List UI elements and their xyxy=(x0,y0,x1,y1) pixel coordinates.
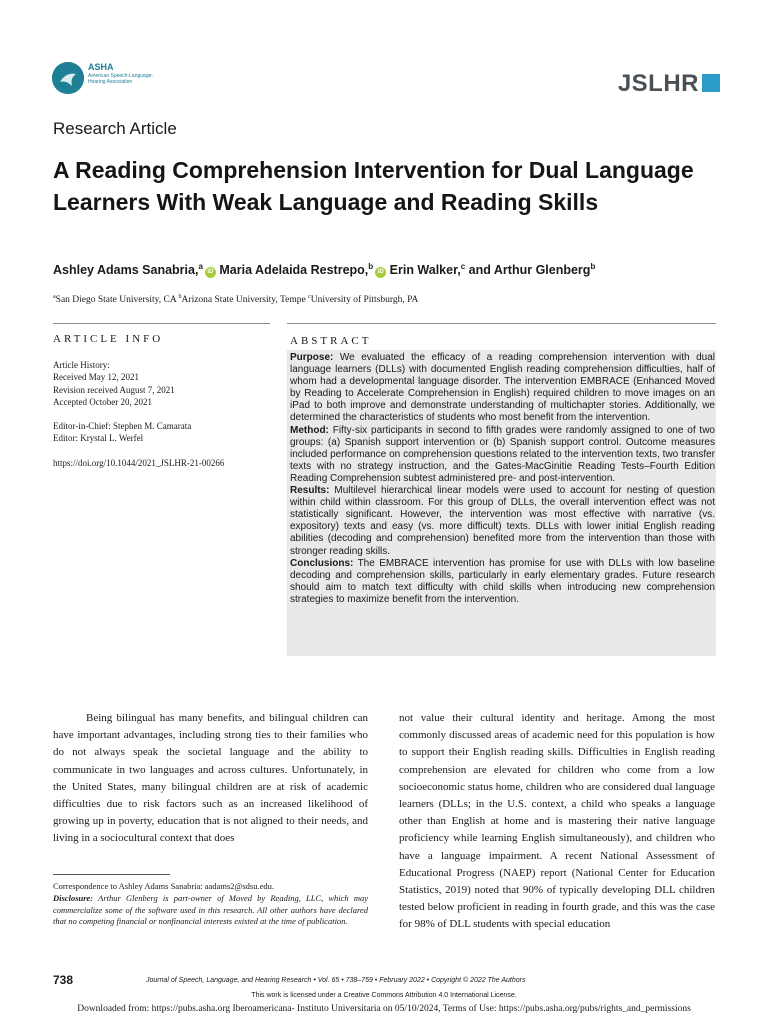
article-title: A Reading Comprehension Intervention for Dual Language Learners With Weak Language and Reading Skills xyxy=(53,157,694,215)
author-affil-sup: b xyxy=(368,262,374,271)
abstract-label: Method: xyxy=(290,424,329,436)
history-received: Received May 12, 2021 xyxy=(53,372,139,383)
author-affil-sup: c xyxy=(460,262,466,271)
body-column-right xyxy=(399,710,715,934)
abstract-body: The EMBRACE intervention has promise for use with DLLs with low baseline decoding and comprehension skills, particularly in early elementary grades. Future research should aim to match text difficulty with child skills when introducing new comprehension strategies to maximize benefit from the intervention. xyxy=(290,557,715,605)
page-number: 738 xyxy=(53,973,74,987)
editor-in-chief: Editor-in-Chief: Stephen M. Camarata xyxy=(53,421,192,432)
footnote-divider xyxy=(53,874,170,875)
body-paragraph: Being bilingual has many benefits, and bilingual children can have important advantages, including strong ties to their families who do not always speak the societal language and the ability to communicate in two languages and across cultures. Unfortunately, in the United States, many bilingual children are at risk of academic difficulties due to risk factors such as an increased likelihood of growing up in poverty, education that is not aligned to their needs, and living in a sociocultural context that does xyxy=(53,712,368,845)
orcid-icon[interactable]: iD xyxy=(205,267,216,278)
abstract-method xyxy=(290,425,715,485)
author-name: and Arthur Glenberg xyxy=(468,263,591,278)
article-info xyxy=(53,359,278,469)
abstract-body: We evaluated the efficacy of a reading comprehension intervention with dual language learners (DLLs) with documented English reading comprehension difficulties, half of whom had a developmental language disorder. The intervention EMBRACE (Enhanced Moved by Reading to Accelerate Comprehension in English) required children to move images on an iPad to both improve and demonstrate understanding of multichapter stories. Additionally, we determined the characteristics of students who most benefit from the intervention. xyxy=(290,352,715,424)
abstract-purpose xyxy=(290,352,715,425)
abstract-heading: ABSTRACT xyxy=(290,335,372,347)
jslhr-square-icon xyxy=(702,74,720,92)
abstract-label: Results: xyxy=(290,485,330,497)
body-paragraph: not value their cultural identity and heritage. Among the most commonly discussed areas of academic need for this population is how to support their English reading skills. Difficulties in English reading comprehension are elevated for children who come from a low socioeconomic status home, children who are considered dual language learners (DLLs; in the U.S. context, a child who speaks a language other than English at home and is mastering their native language proficiency while learning English simultaneously), and children who have a language impairment. A recent National Assessment of Educational Progress (NAEP) report (National Center for Education Statistics, 2019) noted that 90% of typically developing DLL children tested below proficient in reading in fourth grade, and this was the case for 98% of DLL students with special education xyxy=(399,712,715,931)
author-affil-sup: b xyxy=(590,262,596,271)
affiliation: San Diego State University, CA xyxy=(55,295,177,306)
body-column-left xyxy=(53,710,368,848)
disclosure-label: Disclosure: xyxy=(53,892,94,903)
abstract-results xyxy=(290,485,715,558)
divider xyxy=(53,323,270,324)
journal-logo xyxy=(618,70,720,98)
doi-link[interactable]: https://doi.org/10.1044/2021_JSLHR-21-00266 xyxy=(53,457,225,468)
affil-sup: c xyxy=(308,294,311,300)
correspondence: Correspondence to Ashley Adams Sanabria: aadams2@sdsu.edu. xyxy=(53,881,274,891)
divider xyxy=(287,323,716,324)
asha-logo-name: ASHA xyxy=(88,62,114,72)
asha-logo-icon xyxy=(52,62,84,94)
abstract-label: Purpose: xyxy=(290,352,334,363)
asha-logo-subtitle: American Speech-Language-Hearing Association xyxy=(88,73,154,85)
article-type: Research Article xyxy=(53,119,177,138)
citation-line: Journal of Speech, Language, and Hearing Research • Vol. 65 • 738–759 • February 2022 • Copyright © 2022 The Authors xyxy=(146,977,526,984)
abstract-body: Fifty-six participants in second to fifth grades were randomly assigned to one of two groups: (a) Spanish support intervention or (b) Spanish support control. Outcome measures included performance on comprehension questions related to the intervention texts, two transfer texts with no strategy instruction, and the Gates-MacGinitie Reading Tests–Fourth Edition Reading Comprehension subtest administered pre- and post-intervention. xyxy=(290,424,715,484)
abstract-box xyxy=(287,350,716,656)
affiliation: Arizona State University, Tempe xyxy=(181,295,306,306)
asha-logo xyxy=(52,62,172,96)
history-label: Article History: xyxy=(53,360,110,370)
abstract-conclusions xyxy=(290,558,715,606)
abstract-body: Multilevel hierarchical linear models were used to account for nesting of question within child within classroom. For this group of DLLs, the overall intervention effect was not statistically significant. However, the intervention was most effective with narrative (vs. expository) texts and easy (vs. more difficult) texts. DLLs with lower initial English reading abilities (decoding and comprehension) benefited more from the intervention than those with stronger reading skills. xyxy=(290,485,715,557)
author-name: Erin Walker, xyxy=(389,263,461,278)
abstract-label: Conclusions: xyxy=(290,557,354,569)
journal-abbrev: JSLHR xyxy=(617,70,699,97)
author-affil-sup: a xyxy=(198,262,203,271)
orcid-icon[interactable]: iD xyxy=(375,267,386,278)
affil-sup: b xyxy=(178,294,182,300)
author-name: Ashley Adams Sanabria, xyxy=(53,263,199,278)
affil-sup: a xyxy=(53,294,56,300)
affiliation: University of Pittsburgh, PA xyxy=(310,295,419,306)
download-notice: Downloaded from: https://pubs.asha.org Iberoamericana- Instituto Universitaria on 05/10/2024, Terms of Use: https://pubs.asha.org/pubs/rights_and_permissions xyxy=(77,1004,691,1014)
disclosure xyxy=(53,893,368,928)
disclosure-text: Arthur Glenberg is part-owner of Moved by Reading, LLC, which may commercialize some of the software used in this research. All other authors have declared that no competing financial or nonfinancial interests existed at the time of publication. xyxy=(53,892,368,927)
affiliations xyxy=(53,294,418,305)
history-accepted: Accepted October 20, 2021 xyxy=(53,396,152,407)
history-revision: Revision received August 7, 2021 xyxy=(53,384,175,395)
footnote xyxy=(53,881,368,928)
editor: Editor: Krystal L. Werfel xyxy=(53,433,144,444)
author-name: Maria Adelaida Restrepo, xyxy=(219,263,369,278)
abstract-text xyxy=(290,352,715,606)
article-info-heading: ARTICLE INFO xyxy=(53,333,164,345)
license-line: This work is licensed under a Creative Commons Attribution 4.0 International License. xyxy=(251,992,517,999)
author-list xyxy=(53,262,595,278)
